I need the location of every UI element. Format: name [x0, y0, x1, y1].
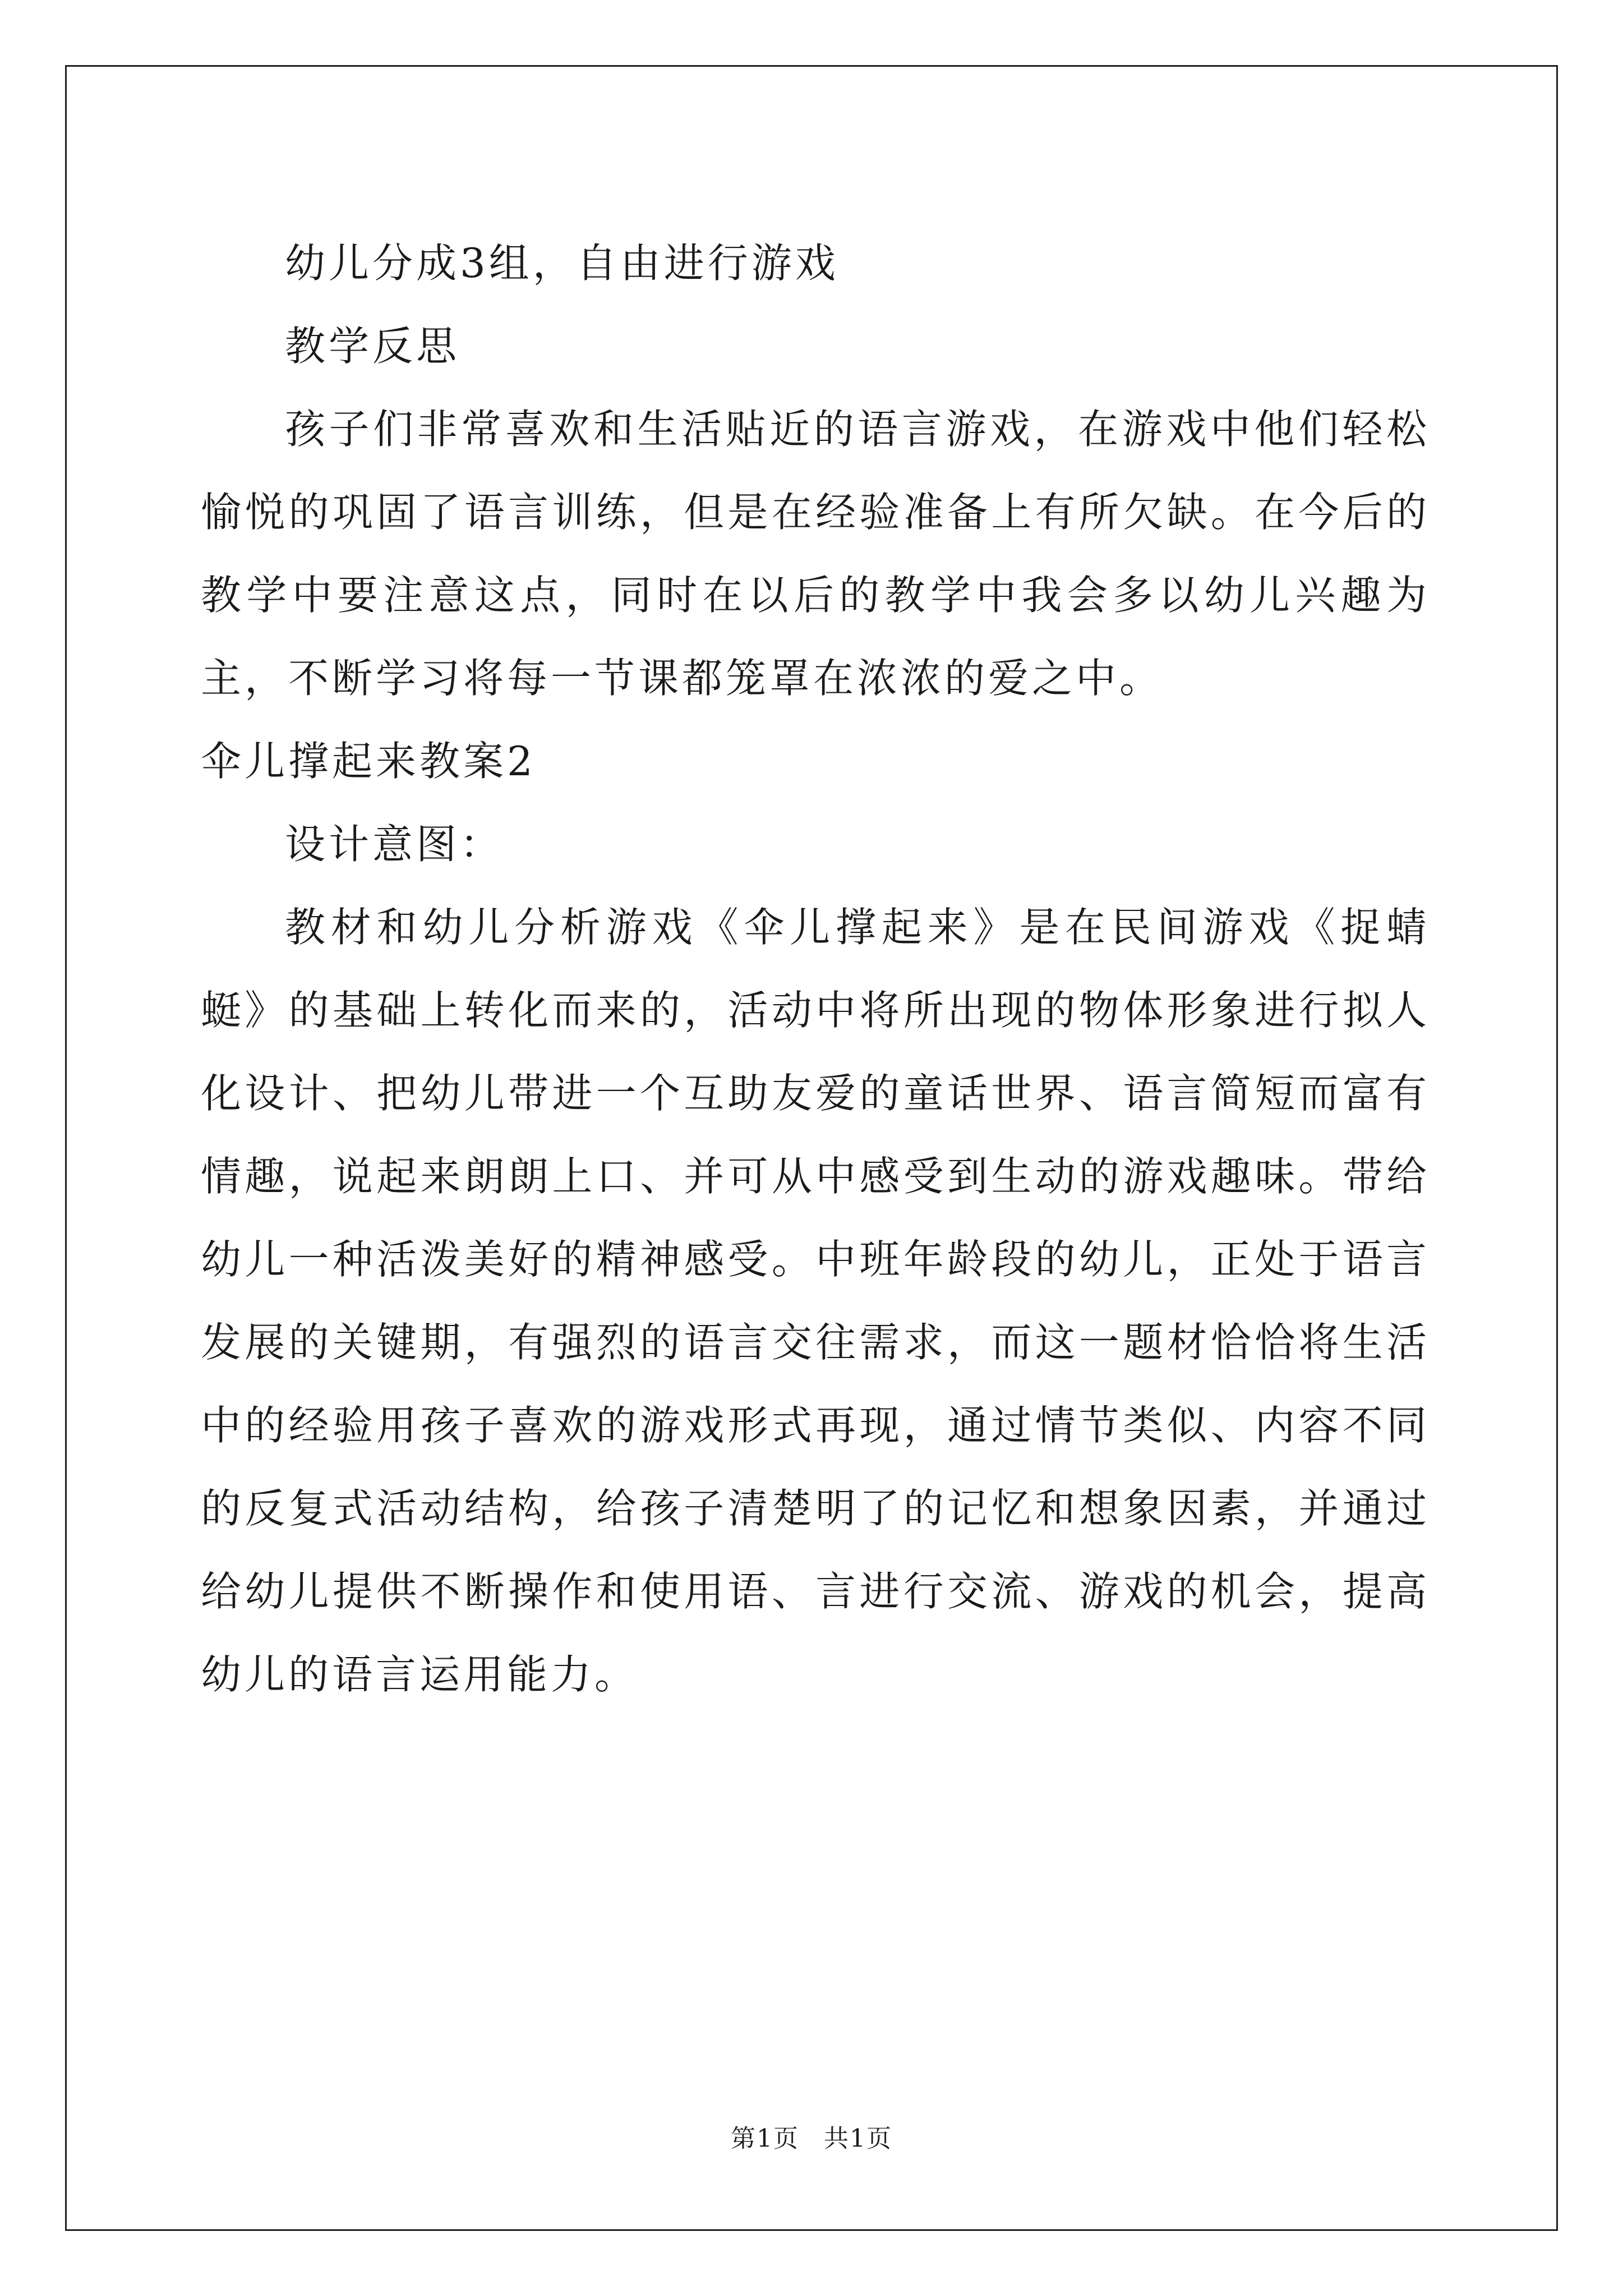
- paragraph-grouping: 幼儿分成3组，自由进行游戏: [285, 240, 839, 287]
- heading-design-intent: 设计意图：: [285, 821, 504, 868]
- page-number-current: 第1页: [731, 2124, 799, 2153]
- page-footer: [0, 2122, 1623, 2156]
- page-number-total: 共1页: [824, 2124, 892, 2153]
- document-body: [201, 222, 1430, 1716]
- paragraph-design-intent: 教材和幼儿分析游戏《伞儿撑起来》是在民间游戏《捉蜻蜓》的基础上转化而来的，活动中将所出现的物体形象进行拟人化设计、把幼儿带进一个互助友爱的童话世界、语言简短而富有情趣，说起来朗朗上口、并可从中感受到生动的游戏趣味。带给幼儿一种活泼美好的精神感受。中班年龄段的幼儿，正处于语言发展的关键期，有强烈的语言交往需求，而这一题材恰恰将生活中的经验用孩子喜欢的游戏形式再现，通过情节类似、内容不同的反复式活动结构，给孩子清楚明了的记忆和想象因素，并通过给幼儿提供不断操作和使用语、言进行交流、游戏的机会，提高幼儿的语言运用能力。: [201, 904, 1430, 1698]
- heading-teaching-reflection: 教学反思: [285, 323, 460, 370]
- section-title-lesson-plan-2: 伞儿撑起来教案2: [201, 738, 536, 785]
- paragraph-reflection: 孩子们非常喜欢和生活贴近的语言游戏，在游戏中他们轻松愉悦的巩固了语言训练，但是在经验准备上有所欠缺。在今后的教学中要注意这点，同时在以后的教学中我会多以幼儿兴趣为主，不断学习将每一节课都笼罩在浓浓的爱之中。: [201, 406, 1430, 702]
